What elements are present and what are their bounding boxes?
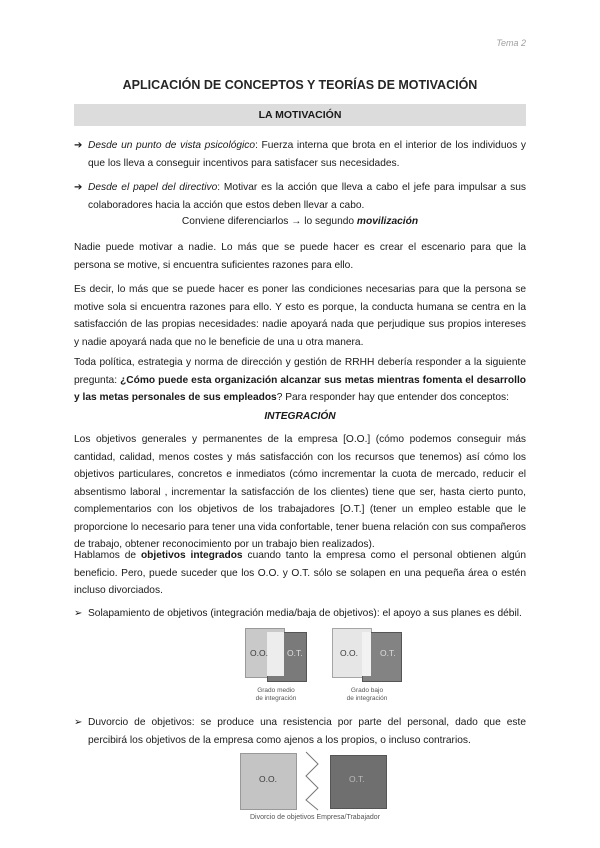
bullet-solapamiento — [74, 605, 526, 623]
figure-caption — [332, 687, 402, 703]
caption-line-2: de integración — [346, 695, 388, 702]
figure-low-integration — [332, 628, 402, 708]
figure-caption — [241, 687, 311, 703]
bullet-psicologico — [74, 137, 526, 172]
paragraph-4: Los objetivos generales y permanentes de la empresa [O.O.] (cómo podemos conseguir más cantidad, calidad, menos costes y más satisfacción con los recursos que tenemos) así cómo los objetivos particulares, concretos e inmediatos (cómo incrementar la cuota de mercado, reducir el absentismo laboral , incrementar la satisfacción de los clientes) tiene que ser, hasta cierto punto, complementarios con los objetivos de los trabajadores [O.T.] (tener un empleo estable que le proporcione lo necesario para tener una vida confortable, tener buena relación con sus compañeros de trabajo, obtener reconocimiento por un trabajo bien realizados). — [74, 434, 526, 550]
paragraph-3 — [74, 354, 526, 407]
figure-medium-integration — [245, 628, 307, 708]
section-heading-motivacion: LA MOTIVACIÓN — [258, 109, 342, 121]
topic-header: Tema 2 — [496, 38, 526, 48]
paragraph-1: Nadie puede motivar a nadie. Lo más que se puede hacer es crear el escenario para que la persona se motive, si encuentra suficientes razones para ello. — [74, 242, 526, 271]
bullet-lead: Desde el papel del directivo — [88, 182, 218, 193]
paragraph-3-start: Toda política, estrategia y norma de dirección y gestión de RRHH debería responder a la siguiente pregunta: — [74, 357, 526, 386]
ot-label: O.T. — [349, 774, 365, 784]
oo-label: O.O. — [250, 648, 268, 658]
paragraph-5 — [74, 547, 526, 600]
bullet-directivo — [74, 179, 526, 214]
chevron-arrow-icon: ➢ — [74, 717, 83, 728]
bullet-divorcio — [74, 714, 526, 749]
caption-line-2: de integración — [255, 695, 297, 702]
key-question: ¿Cómo puede esta organización alcanzar sus metas mientras fomenta el desarrollo y las metas personales de sus empleados — [74, 374, 526, 403]
overlap-area — [362, 632, 371, 676]
ot-label: O.T. — [287, 648, 303, 658]
note-text: Conviene diferenciarlos → lo segundo — [181, 216, 357, 227]
bullet-lead: Desde un punto de vista psicológico — [88, 140, 256, 151]
figure-divorce — [240, 750, 390, 830]
section-heading-integracion: INTEGRACIÓN — [264, 411, 336, 422]
oo-label: O.O. — [259, 774, 277, 784]
page-title: APLICACIÓN DE CONCEPTOS Y TEORÍAS DE MOTIVACIÓN — [122, 78, 478, 92]
chevron-arrow-icon: ➢ — [74, 608, 83, 619]
bullet-text: Duvorcio de objetivos: se produce una resistencia por parte del personal, dado que este percibirá los objetivos de la empresa como ajenos a los propios, o incluso contrarios. — [88, 717, 526, 746]
bullet-text: : Fuerza interna que brota en el interior de los individuos y que los lleva a conseguir incentivos para satisfacer sus necesidades. — [88, 140, 526, 169]
ot-label: O.T. — [380, 648, 396, 658]
caption-line-1: Grado bajo — [350, 687, 384, 694]
caption-line-1: Grado medio — [257, 687, 295, 694]
note-emphasis: movilización — [356, 216, 419, 227]
section-heading-bar — [74, 104, 526, 126]
arrow-icon: ➔ — [74, 182, 83, 193]
oo-label: O.O. — [340, 648, 358, 658]
figure-caption: Divorcio de objetivos Empresa/Trabajador — [249, 814, 381, 821]
paragraph-2: Es decir, lo más que se puede hacer es poner las condiciones necesarias para que la persona se motive sola si encuentra razones para ello. Y esto es porque, la conducta humana se centra en la satisfacción de las propias necesidades: nadie apoyará nada que perjudique sus propios intereses y nadie apoyará nada que no le beneficie de una u otra manera. — [74, 284, 526, 348]
paragraph-5-start: Hablamos de — [74, 550, 141, 561]
paragraph-5-end: cuando tanto la empresa como el personal obtienen algún beneficio. Pero, puede suceder que los O.O. y O.T. sólo se solapen en una pequeña área o estén incluso divorciados. — [74, 550, 526, 596]
zigzag-divider-icon — [302, 750, 324, 812]
arrow-icon: ➔ — [74, 140, 83, 151]
bullet-text: : Motivar es la acción que lleva a cabo el jefe para impulsar a sus colaboradores hacia la acción que estos deben llevar a cabo. — [88, 182, 526, 211]
note-line — [74, 213, 526, 231]
overlap-area — [267, 632, 284, 676]
paragraph-3-end: ? Para responder hay que entender dos conceptos: — [276, 392, 509, 403]
bullet-text: Solapamiento de objetivos (integración media/baja de objetivos): el apoyo a sus planes es débil. — [88, 608, 522, 619]
integrated-objectives-term: objetivos integrados — [140, 550, 243, 561]
